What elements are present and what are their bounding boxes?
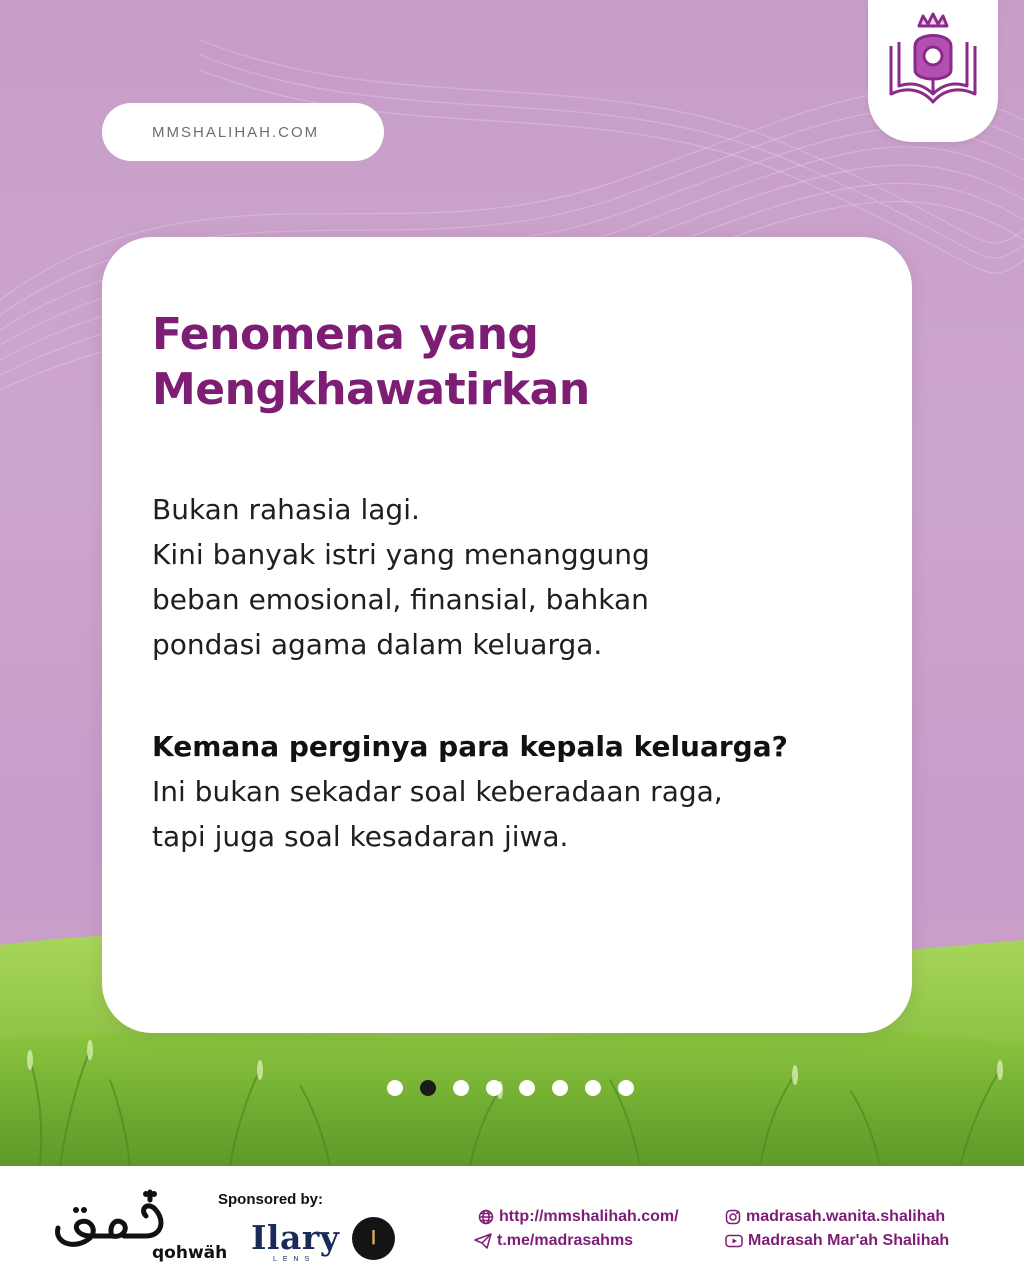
footer [0, 1166, 1024, 1280]
paragraph-line: Kini banyak istri yang menanggung [152, 538, 650, 571]
website-text: http://mmshalihah.com/ [499, 1208, 679, 1225]
pagination-dot[interactable] [387, 1080, 403, 1096]
pagination-dot[interactable] [618, 1080, 634, 1096]
pagination-dot[interactable] [552, 1080, 568, 1096]
website-link[interactable] [478, 1208, 679, 1226]
paragraph-line: beban emosional, finansial, bahkan [152, 583, 649, 616]
telegram-link[interactable] [474, 1232, 633, 1250]
pagination-dot[interactable] [486, 1080, 502, 1096]
qahwa-wordmark: qohwäh [152, 1243, 228, 1263]
title-line-1: Fenomena yang [152, 309, 539, 360]
telegram-text: t.me/madrasahms [497, 1232, 634, 1249]
paragraph-intro [152, 487, 872, 667]
site-url-text: MMSHALIHAH.COM [152, 123, 320, 141]
paper-plane-icon [474, 1233, 492, 1249]
ilary-sub-logo: LENS [273, 1256, 316, 1263]
brand-logo-tab[interactable] [868, 0, 998, 142]
pagination-dot[interactable] [420, 1080, 436, 1096]
pagination-dot[interactable] [585, 1080, 601, 1096]
pagination-dot[interactable] [453, 1080, 469, 1096]
carousel-pagination [387, 1080, 634, 1097]
paragraph-line: Bukan rahasia lagi. [152, 493, 420, 526]
globe-icon [478, 1209, 494, 1225]
sponsored-label: Sponsored by: [218, 1191, 324, 1208]
card-title [152, 307, 852, 417]
site-url-pill[interactable] [102, 103, 384, 161]
crowned-book-logo-icon [879, 12, 987, 112]
pagination-dot[interactable] [519, 1080, 535, 1096]
paragraph-line: pondasi agama dalam keluarga. [152, 628, 603, 661]
sponsor-circle-logo-icon: ا [352, 1217, 395, 1260]
instagram-text: madrasah.wanita.shalihah [746, 1208, 946, 1225]
youtube-text: Madrasah Mar'ah Shalihah [748, 1232, 950, 1249]
title-line-2: Mengkhawatirkan [152, 364, 590, 415]
youtube-icon [725, 1233, 743, 1249]
paragraph-line: tapi juga soal kesadaran jiwa. [152, 820, 569, 853]
paragraph-question [152, 724, 872, 859]
paragraph-line: Ini bukan sekadar soal keberadaan raga, [152, 775, 723, 808]
question-heading: Kemana perginya para kepala keluarga? [152, 730, 788, 763]
youtube-link[interactable] [725, 1232, 949, 1250]
instagram-icon [725, 1209, 741, 1225]
instagram-link[interactable] [725, 1208, 945, 1226]
ilary-logo: Ilary [251, 1218, 340, 1257]
content-card [102, 237, 912, 1033]
